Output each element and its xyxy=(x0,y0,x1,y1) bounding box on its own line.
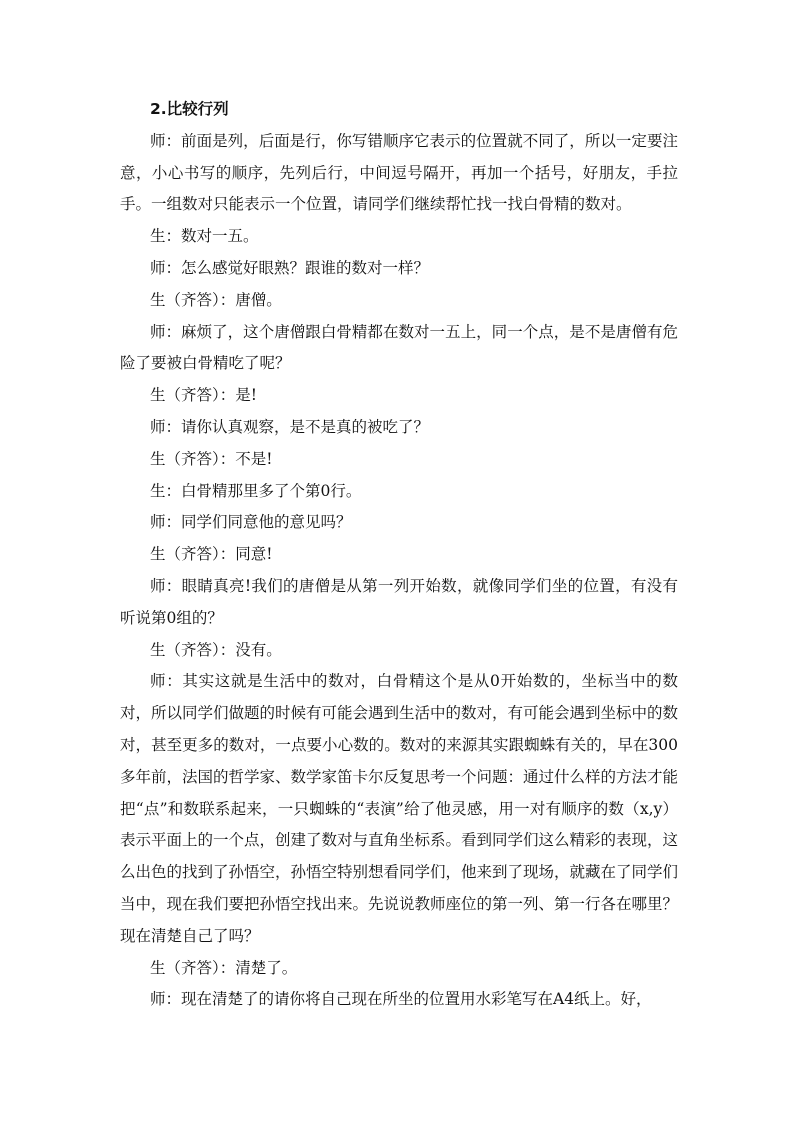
paragraph: 生（齐答）：没有。 xyxy=(150,640,282,659)
paragraph: 生（齐答）：清楚了。 xyxy=(150,958,298,977)
section-heading: 2.比较行列 xyxy=(150,100,229,118)
paragraph: 师：其实这就是生活中的数对，白骨精这个是从0开始数的，坐标当中的数对，所以同学们做题的时候有可能会遇到生活中的数对，有可能会遇到坐标中的数对，甚至更多的数对，一点要小心数的。数对的来源其实跟蜘蛛有关的，早在300多年前，法国的哲学家、数学家笛卡尔反复思考一个问题：通过什么样的方法才能把“点”和数联系起来，一只蜘蛛的“表演”给了他灵感，用一对有顺序的数（x,y）表示平面上的一个点，创建了数对与直角坐标系。看到同学们这么精彩的表现，这么出色的找到了孙悟空，孙悟空特别想看同学们，他来到了现场，就藏在了同学们当中，现在我们要把孙悟空找出来。先说说教师座位的第一列、第一行各在哪里？现在清楚自己了吗？ xyxy=(120,672,679,945)
paragraph: 师：前面是列，后面是行，你写错顺序它表示的位置就不同了，所以一定要注意，小心书写的顺序，先列后行，中间逗号隔开，再加一个括号，好朋友，手拉手。一组数对只能表示一个位置，请同学们继续帮忙找一找白骨精的数对。 xyxy=(120,131,678,214)
paragraph: 生（齐答）：同意! xyxy=(150,545,273,564)
paragraph: 师：眼睛真亮!我们的唐僧是从第一列开始数，就像同学们坐的位置，有没有听说第0组的？ xyxy=(120,576,678,627)
document-body xyxy=(120,94,678,1016)
paragraph: 师：怎么感觉好眼熟？跟谁的数对一样？ xyxy=(150,258,430,277)
paragraph: 生（齐答）：唐僧。 xyxy=(150,290,282,309)
paragraph: 师：请你认真观察，是不是真的被吃了？ xyxy=(150,417,430,436)
paragraph: 师：麻烦了，这个唐僧跟白骨精都在数对一五上，同一个点，是不是唐僧有危险了要被白骨精吃了呢？ xyxy=(120,322,678,373)
paragraph: 生：白骨精那里多了个第0行。 xyxy=(150,481,362,500)
paragraph: 师：同学们同意他的意见吗？ xyxy=(150,513,352,532)
paragraph: 师：现在清楚了的请你将自己现在所坐的位置用水彩笔写在A4纸上。好， xyxy=(150,990,652,1009)
paragraph: 生：数对一五。 xyxy=(150,227,259,246)
paragraph: 生（齐答）：是! xyxy=(150,386,257,405)
paragraph: 生（齐答）：不是! xyxy=(150,449,273,468)
